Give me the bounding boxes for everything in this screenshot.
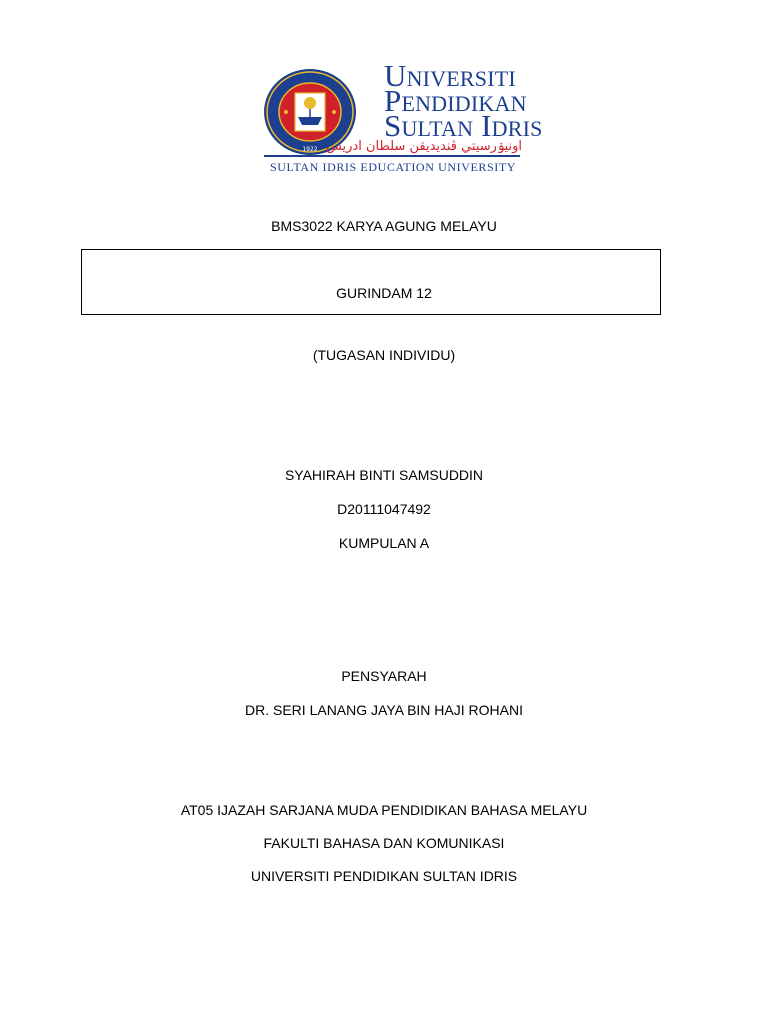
student-id: D20111047492: [337, 501, 431, 517]
programme: AT05 IJAZAH SARJANA MUDA PENDIDIKAN BAHASA MELAYU: [180, 802, 588, 818]
wordmark-jawi: اونيۏرسيتي ڤنديديقن سلطان ادريس: [325, 139, 522, 154]
title-box: [81, 249, 661, 315]
seal-year: 1922: [302, 146, 318, 153]
lecturer-label: PENSYARAH: [341, 668, 427, 684]
university-logo: [262, 58, 543, 175]
student-name: SYAHIRAH BINTI SAMSUDDIN: [284, 467, 484, 483]
logo-divider: [264, 155, 520, 157]
logo-wordmark: [325, 58, 543, 156]
wordmark-line-2: Pendidikan: [384, 83, 527, 118]
lecturer-name: DR. SERI LANANG JAYA BIN HAJI ROHANI: [245, 702, 523, 718]
wordmark-line-1: Universiti: [384, 58, 516, 93]
wordmark-line-3: Sultan Idris: [384, 108, 543, 143]
assignment-title: GURINDAM 12: [336, 285, 432, 301]
assignment-type: (TUGASAN INDIVIDU): [312, 347, 456, 363]
student-group: KUMPULAN A: [338, 535, 430, 551]
faculty: FAKULTI BAHASA DAN KOMUNIKASI: [263, 835, 505, 851]
course-title: BMS3022 KARYA AGUNG MELAYU: [271, 218, 497, 234]
logo-english-name: SULTAN IDRIS EDUCATION UNIVERSITY: [270, 160, 517, 174]
university-name: UNIVERSITI PENDIDIKAN SULTAN IDRIS: [250, 868, 518, 884]
